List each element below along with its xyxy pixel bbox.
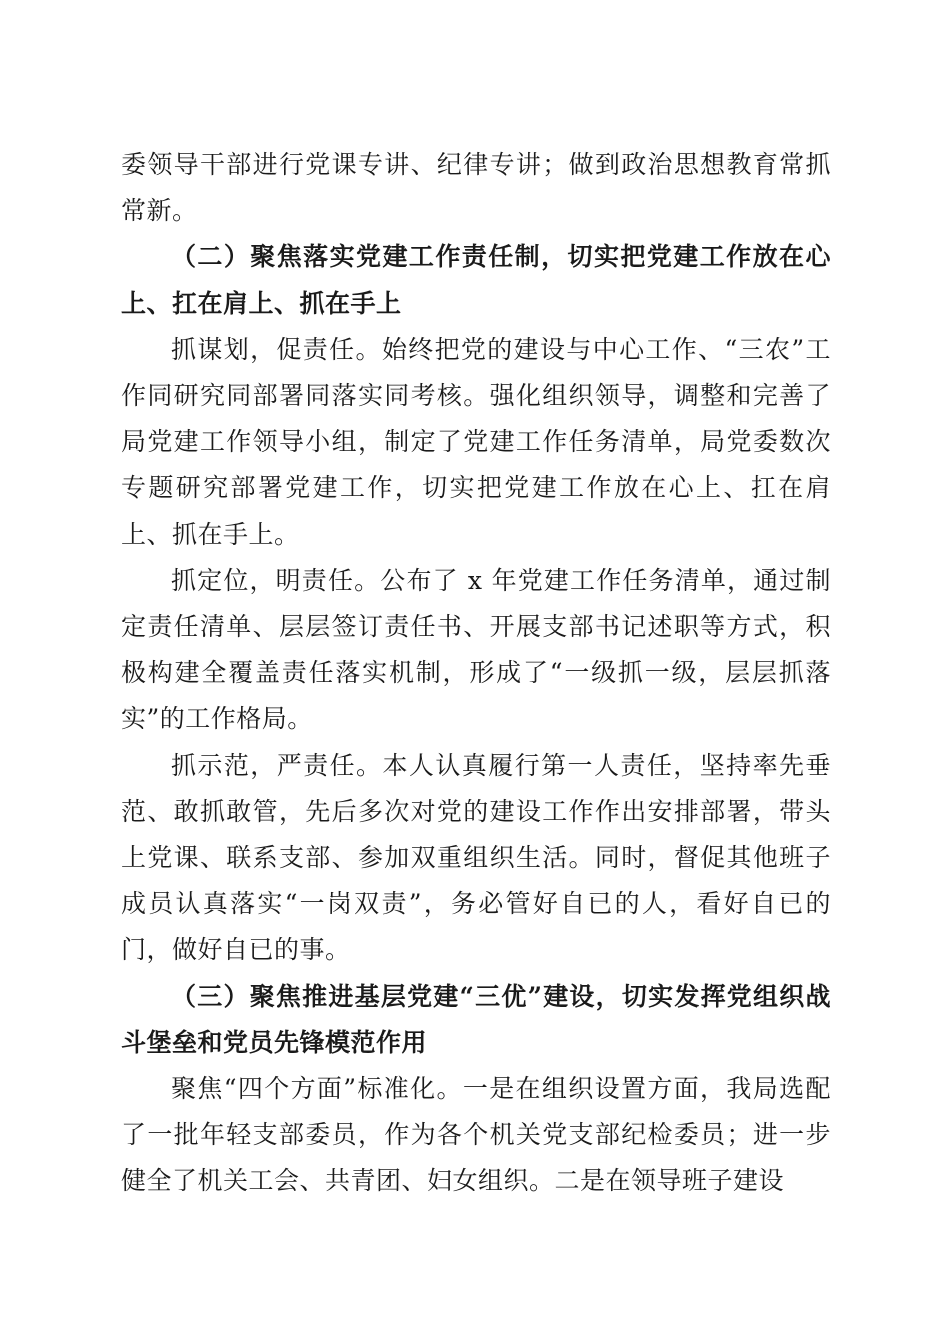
- document-body: [121, 142, 831, 1205]
- paragraph-demonstration: 抓示范，严责任。本人认真履行第一人责任，坚持率先垂范、敢抓敢管，先后多次对党的建设工作作出安排部署，带头上党课、联系支部、参加双重组织生活。同时，督促其他班子成员认真落实“一岗双责”，务必管好自已的人，看好自已的门，做好自已的事。: [121, 750, 831, 965]
- paragraph-planning: 抓谋划，促责任。始终把党的建设与中心工作、“三农”工作同研究同部署同落实同考核。强化组织领导，调整和完善了局党建工作领导小组，制定了党建工作任务清单，局党委数次专题研究部署党建工作，切实把党建工作放在心上、扛在肩上、抓在手上。: [121, 334, 831, 549]
- section-heading-three: （三）聚焦推进基层党建“三优”建设，切实发挥党组织战斗堡垒和党员先锋模范作用: [121, 981, 831, 1057]
- section-heading-two: （二）聚焦落实党建工作责任制，切实把党建工作放在心上、扛在肩上、抓在手上: [121, 242, 831, 318]
- paragraph-positioning: 抓定位，明责任。公布了 x 年党建工作任务清单，通过制定责任清单、层层签订责任书、开展支部书记述职等方式，积极构建全覆盖责任落实机制，形成了“一级抓一级，层层抓落实”的工作格局。: [121, 565, 831, 734]
- paragraph-continuation: 委领导干部进行党课专讲、纪律专讲；做到政治思想教育常抓常新。: [121, 150, 831, 226]
- paragraph-standardization: 聚焦“四个方面”标准化。一是在组织设置方面，我局选配了一批年轻支部委员，作为各个机关党支部纪检委员；进一步健全了机关工会、共青团、妇女组织。二是在领导班子建设: [121, 1074, 831, 1196]
